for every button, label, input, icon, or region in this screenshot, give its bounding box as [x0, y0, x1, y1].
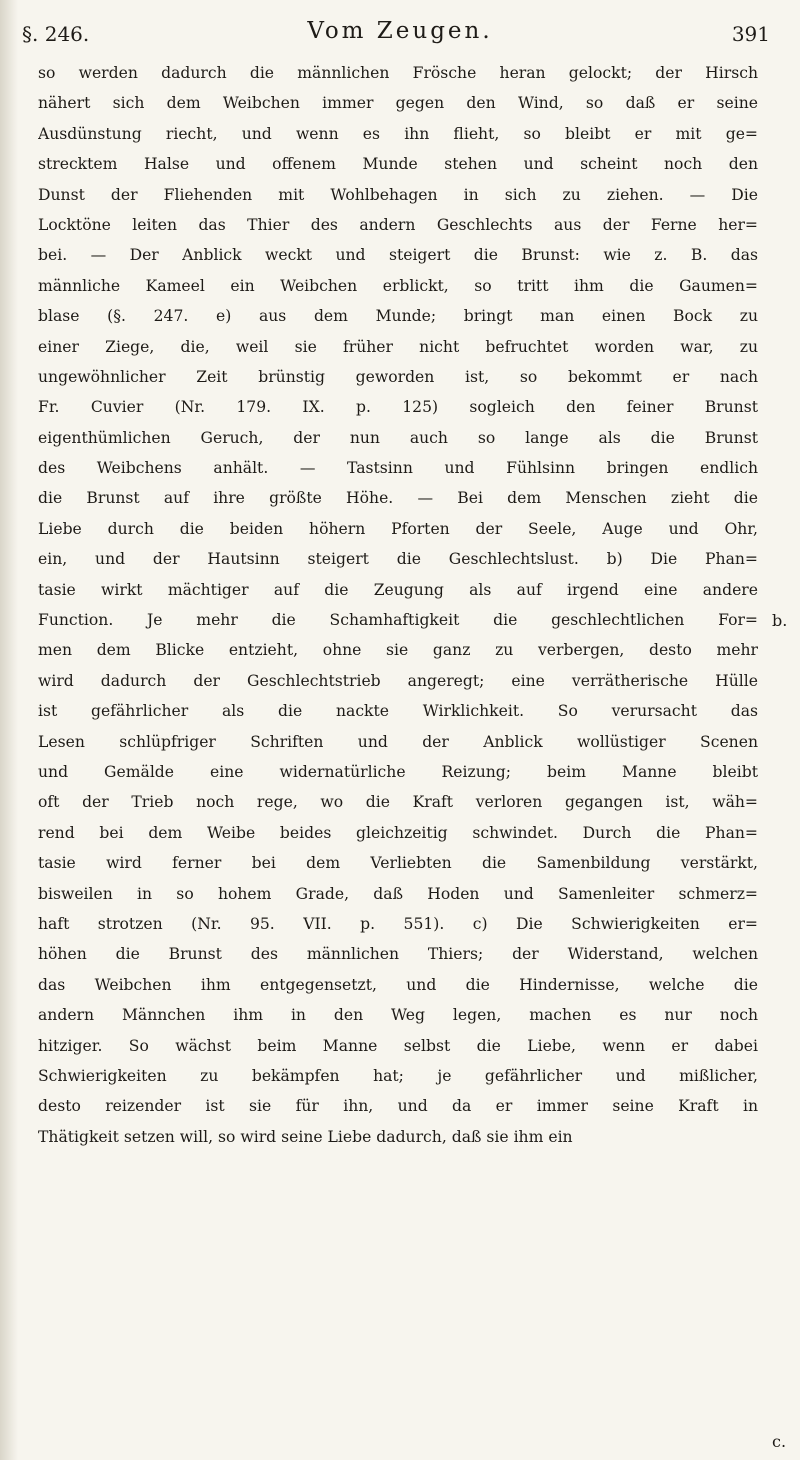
text-line: blase (§. 247. e) aus dem Munde; bringt man einen Bock zu — [38, 307, 758, 326]
text-line: höhen die Brunst des männlichen Thiers; der Widerstand, welchen — [38, 945, 758, 964]
text-line: strecktem Halse und offenem Munde stehen und scheint noch den — [38, 155, 758, 174]
margin-note-b: b. — [772, 611, 788, 630]
text-line: rend bei dem Weibe beides gleichzeitig schwindet. Durch die Phan= — [38, 823, 758, 842]
text-line: bisweilen in so hohem Grade, daß Hoden und Samenleiter schmerz= — [38, 884, 758, 903]
text-line: wird dadurch der Geschlechtstrieb angeregt; eine verrätherische Hülle — [38, 671, 758, 690]
text-line: eigenthümlichen Geruch, der nun auch so lange als die Brunst — [38, 428, 758, 447]
text-line: Ausdünstung riecht, und wenn es ihn flieht, so bleibt er mit ge= — [38, 124, 758, 143]
text-line: ist gefährlicher als die nackte Wirklichkeit. So verursacht das — [38, 702, 758, 721]
text-line: Function. Je mehr die Schamhaftigkeit die geschlechtlichen For= — [38, 611, 758, 630]
margin-note-c: c. — [772, 1432, 787, 1451]
body-text — [38, 58, 758, 1152]
text-line: tasie wird ferner bei dem Verliebten die Samenbildung verstärkt, — [38, 854, 758, 873]
text-line: Locktöne leiten das Thier des andern Geschlechts aus der Ferne her= — [38, 215, 758, 234]
text-line: Fr. Cuvier (Nr. 179. IX. p. 125) sogleich den feiner Brunst — [38, 398, 758, 417]
text-line: das Weibchen ihm entgegensetzt, und die Hindernisse, welche die — [38, 975, 758, 994]
text-line: Liebe durch die beiden höhern Pforten der Seele, Auge und Ohr, — [38, 519, 758, 538]
text-line: andern Männchen ihm in den Weg legen, machen es nur noch — [38, 1006, 758, 1025]
page-header — [0, 14, 800, 46]
text-line: ungewöhnlicher Zeit brünstig geworden ist, so bekommt er nach — [38, 367, 758, 386]
text-line: oft der Trieb noch rege, wo die Kraft verloren gegangen ist, wäh= — [38, 793, 758, 812]
text-line: hitziger. So wächst beim Manne selbst die Liebe, wenn er dabei — [38, 1036, 758, 1055]
text-line: nähert sich dem Weibchen immer gegen den Wind, so daß er seine — [38, 94, 758, 113]
text-line: Dunst der Fliehenden mit Wohlbehagen in sich zu ziehen. — Die — [38, 185, 758, 204]
text-line: ein, und der Hautsinn steigert die Geschlechtslust. b) Die Phan= — [38, 550, 758, 569]
text-line: men dem Blicke entzieht, ohne sie ganz zu verbergen, desto mehr — [38, 641, 758, 660]
page-number: 391 — [731, 22, 770, 46]
text-line: Lesen schlüpfriger Schriften und der Anblick wollüstiger Scenen — [38, 732, 758, 751]
text-line: des Weibchens anhält. — Tastsinn und Fühlsinn bringen endlich — [38, 459, 758, 478]
text-line: so werden dadurch die männlichen Frösche heran gelockt; der Hirsch — [38, 64, 758, 82]
text-line: desto reizender ist sie für ihn, und da er immer seine Kraft in — [38, 1097, 758, 1116]
running-title: Vom Zeugen. — [307, 18, 493, 44]
text-line: Thätigkeit setzen will, so wird seine Liebe dadurch, daß sie ihm ein — [38, 1127, 573, 1146]
text-line: haft strotzen (Nr. 95. VII. p. 551). c) Die Schwierigkeiten er= — [38, 914, 758, 933]
text-line: einer Ziege, die, weil sie früher nicht befruchtet worden war, zu — [38, 337, 758, 356]
text-line: tasie wirkt mächtiger auf die Zeugung als auf irgend eine andere — [38, 580, 758, 599]
text-line: und Gemälde eine widernatürliche Reizung; beim Manne bleibt — [38, 762, 758, 781]
text-line: männliche Kameel ein Weibchen erblickt, so tritt ihm die Gaumen= — [38, 276, 758, 295]
text-line: die Brunst auf ihre größte Höhe. — Bei dem Menschen zieht die — [38, 489, 758, 508]
section-marker: §. 246. — [22, 22, 90, 46]
binding-shadow — [0, 0, 18, 1460]
text-line: bei. — Der Anblick weckt und steigert die Brunst: wie z. B. das — [38, 246, 758, 265]
text-line: Schwierigkeiten zu bekämpfen hat; je gefährlicher und mißlicher, — [38, 1066, 758, 1085]
